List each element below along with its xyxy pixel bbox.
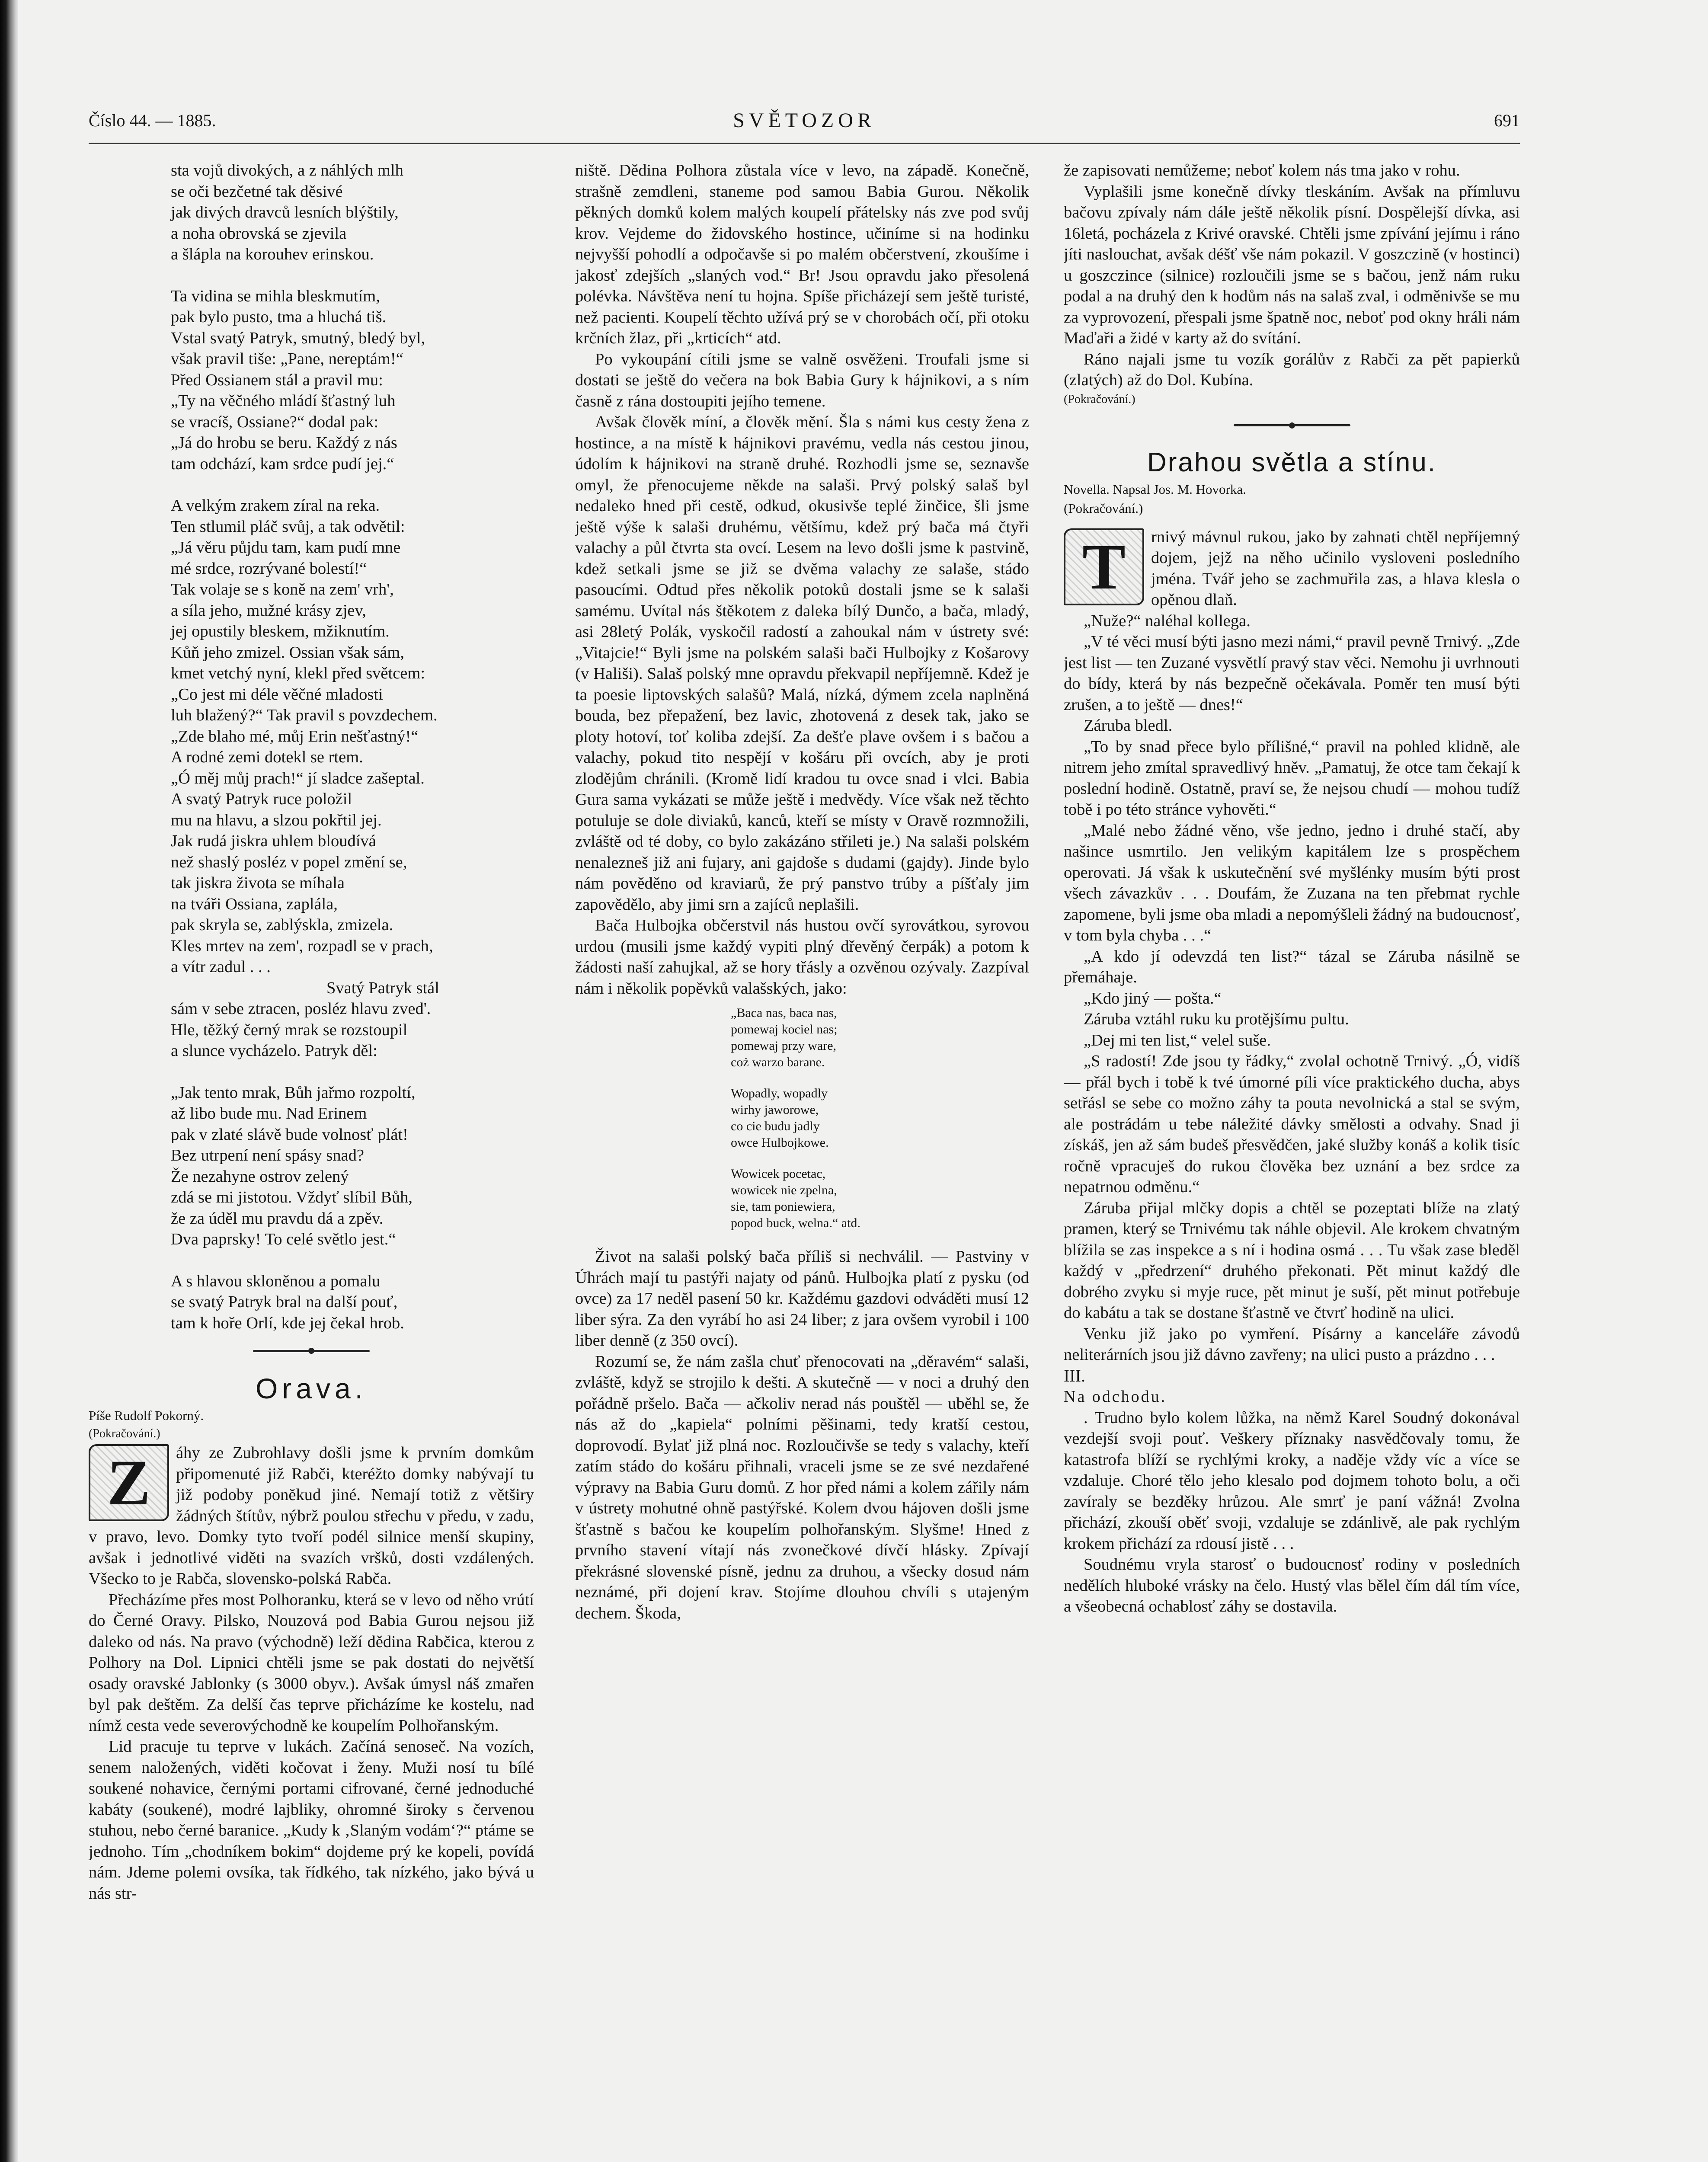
- poem-stanza: [171, 495, 534, 978]
- text-line: Wopadly, wopadly: [731, 1086, 828, 1100]
- text-line: se vracíš, Ossiane?“ dodal pak:: [171, 413, 379, 431]
- paragraph: „Dej mi ten list,“ velel suše.: [1084, 1031, 1271, 1049]
- paragraph: Vyplašili jsme konečně dívky tleskáním. Avšak na přímluvu bačovu zpívaly nám dále ještě několik písní. Dospělejší dívka, asi 16letá, pocházela z Krivé oravské. Chtěli jsme zpívání jejímu i ráno jíti naslouchat, avšak déšť vše nám pokazil. V goszczině (v hostinci) u goszczince (silnice) rozloučili jsme se s bačou, jenž nám ruku podal a na druhý den k hodům nás na salaš zval, i odměnivše se mu za vyprovození, přespali jsme špatně noc, neboť pod okny hráli nám Maďaři a židé v karty až do svítání.: [1064, 182, 1520, 347]
- text-line: až libo bude mu. Nad Erinem: [171, 1104, 367, 1123]
- paragraph: Rozumí se, že nám zašla chuť přenocovati na „děravém“ salaši, zvláště, když se strojilo k dešti. A skutečně — v noci a druhý den pořádně pršelo. Bača — ačkoliv nerad nás pouštěl — uběhl se, že nás až do „kapiela“ polními pěšinami, tedy kratší cestou, doprovodí. Bylať již plná noc. Rozloučivše se tedy s valachy, kteří zatím stádo do košáru přihnali, vraceli jsme se ze své nezdařené výpravy na Babia Guru domů. Z hor před námi a kolem zářily nám v ústrety mohutné ohně pastýřské. Kolem dvou hájoven došli jsme šťastně s bačou ke koupelím polhořanským. Slyšme! Hned z prvního stavení vítají nás zvonečkové dívčí hlásky. Zpívají překrásné slovenské písně, jednu za druhou, a všecky dosud nám neznámé, při dojení krav. Stojíme dlouhou chvíli s utajeným dechem. Škoda,: [575, 1352, 1029, 1622]
- text-line: popod buck, welna.“ atd.: [731, 1216, 860, 1230]
- column-1: [89, 160, 534, 2162]
- article-body: [575, 1246, 1029, 1624]
- text-line: než shaslý posléz v popel změní se,: [171, 853, 407, 871]
- song-stanza: [731, 1166, 1029, 1231]
- text-line: a noha obrovská se zjevila: [171, 224, 347, 243]
- section-divider-ornament: [89, 1346, 534, 1355]
- text-line: co cie budu jadly: [731, 1119, 820, 1133]
- paragraph: niště. Dědina Polhora zůstala více v levo, na západě. Konečně, strašně zemdleni, staneme pod samou Babia Gurou. Několik pěkných domků kolem malých koupelí přátelsky nás zve pod svůj krov. Vejdeme do židovského hostince, učiníme si na hodinku nejvyšší pohodlí a odpočavše si po malém občerstvení, zkoušíme i jakosť zdejších „slaných vod.“ Br! Jsou opravdu jako přesolená polévka. Návštěva není tu hojna. Spíše přicházejí sem ještě turisté, než pacienti. Koupelí těchto užívá prý se v chorobách očí, při otoku krčních žlaz, při „krticích“ atd.: [575, 161, 1029, 347]
- page-header: [89, 110, 1520, 136]
- paragraph: Avšak člověk míní, a člověk mění. Šla s námi kus cesty žena z hostince, a na místě k hájnikovi pravému, vedla nás cestou jinou, údolím k hájnikovi na straně druhé. Rozhodli jsme se, seznavše omyl, že přenocujeme někde na salaši. Prvý polský salaš byl nedaleko hned při cestě, odkud, okusivše teplé žinčice, šli jsme ještě výše k salaši druhému, většímu, kdež prý bača má čtyři valachy a půl čtvrta sta ovcí. Lesem na levo došli jsme k pastvině, kdež setkali jsme se již se dvěma valachy ze salaše, stádo pasoucími. Odtud přes několik potoků dostali jsme se k salaši samému. Uvítal nás štěkotem z daleka bílý Dunčo, a bača, mladý, asi 28letý Polák, vyskočil radostí a zahoukal nám v ústrety své: „Vitajcie!“ Byli jsme na polském salaši bači Hulbojky z Košarovy (v Hališi). Salaš polský mne opravdu překvapil nepříjemně. Kdež je ta poesie liptovských salašů? Malá, nízká, dýmem zcela naplněná bouda, bez přepažení, bez lavic, zhotovená z desek tak, jako se ploty hotoví, toť koliba zdejší. Za dešťe plave ovšem i s bačou a valachy, pokud tito nespějí v košáru při ovcích, aby je proti zlodějům chránili. (Kromě lidí kradou tu ovce snad i vlci. Babia Gura sama vykázati se může ještě i medvědy. Více však než těchto potuluje se dole diviaků, kanců, kteří se místy v Oravě rozmnožili, zvláště od té doby, co bylo zakázáno střileti je.) Na salaši polském nenalezneš již ani fujary, ani gajdoše s dudami (gajdy). Jinde bylo nám pověděno od kraviarů, že prý panstvo trúby a píšťaly jim zapovědělo, aby jimi srn a zajíců neplašili.: [575, 413, 1029, 914]
- header-rule: [89, 143, 1520, 144]
- text-line: tam odchází, kam srdce pudí jej.“: [171, 454, 394, 473]
- paragraph: „Nuže?“ naléhal kollega.: [1084, 611, 1251, 630]
- paragraph: Záruba vztáhl ruku ku protějšímu pultu.: [1084, 1010, 1349, 1028]
- continued-note: (Pokračování.): [1064, 500, 1143, 516]
- text-line: Jak rudá jiskra uhlem bloudívá: [171, 832, 376, 850]
- article-byline: Píše Rudolf Pokorný.: [89, 1408, 204, 1423]
- text-line: sie, tam poniewiera,: [731, 1199, 835, 1214]
- journal-title: SVĚTOZOR: [733, 109, 876, 132]
- text-line: pomewaj przy ware,: [731, 1039, 837, 1053]
- text-line: coż warzo barane.: [731, 1055, 825, 1069]
- text-line: A velkým zrakem zíral na reka.: [171, 496, 380, 515]
- text-line: wirhy jaworowe,: [731, 1103, 819, 1117]
- poem: [171, 160, 534, 1334]
- paragraph: Venku již jako po vymření. Písárny a kanceláře závodů neliterárních jsou již dávno zavřeny; na ulici pusto a prázdno . . .: [1064, 1324, 1520, 1364]
- poem-stanza: [171, 1082, 534, 1250]
- text-line: „Já do hrobu se beru. Každý z nás: [171, 434, 397, 452]
- text-line: Vstal svatý Patryk, smutný, bledý byl,: [171, 329, 425, 347]
- song-stanza: [731, 1005, 1029, 1071]
- text-line: Ten stlumil pláč svůj, a tak odvětil:: [171, 517, 405, 536]
- text-line: A svatý Patryk ruce položil: [171, 790, 352, 808]
- text-line: wowicek nie zpelna,: [731, 1183, 837, 1197]
- poem-stanza: [171, 1271, 534, 1334]
- paragraph: . Trudno bylo kolem lůžka, na němž Karel Soudný dokonával vezdejší svoji pouť. Veškery příznaky nasvědčovaly tomu, že katastrofa blíží se rychlými kroky, a naděje vždy víc a více se vzdaluje. Choré tělo jeho klesalo pod dojmem tohoto bolu, a oči zavíraly se bezděky hrůzou. Ale smrť je paní vážná! Zvolna přichází, zkouší oběť svoji, vzdaluje se zdánlivě, ale pak rychlým krokem přichází za rdousí jistě . . .: [1064, 1408, 1520, 1553]
- text-line: „Já věru půjdu tam, kam pudí mne: [171, 538, 401, 556]
- text-line: na tváři Ossiana, zaplála,: [171, 895, 338, 913]
- text-line: pak v zlaté slávě bude volnosť plát!: [171, 1125, 408, 1144]
- text-line: se oči bezčetné tak děsivé: [171, 182, 343, 201]
- paragraph: Ráno najali jsme tu vozík gorálův z Rabči za pět papierků (zlatých) až do Dol. Kubína.: [1064, 350, 1520, 389]
- poem-line: Svatý Patryk stál: [326, 979, 439, 997]
- text-line: „Zde blaho mé, můj Erin nešťastný!“: [171, 727, 419, 745]
- text-line: sám v sebe ztracen, posléz hlavu zved'.: [171, 1000, 431, 1018]
- article-body: [1064, 160, 1520, 391]
- text-line: tak jiskra života se míhala: [171, 874, 345, 892]
- paragraph: áhy ze Zubrohlavy došli jsme k prvním domkům připomenuté již Rabči, kteréžto domky nabývají tu již podoby ponĕkud jiné. Nemají totiž z větširy žádných štítův, nýbrž poulou střechu v předu, v zadu, v pravo, levo. Domky tyto tvoří podél silnice menší skupiny, avšak i jednotlivé viděti na svazích vršků, dosti vzdálených. Všecko to je Rabča, slovensko-polská Rabča.: [89, 1444, 534, 1588]
- paragraph: „Kdo jiný — pošta.“: [1084, 989, 1222, 1007]
- text-line: jak divých dravců lesních blýštily,: [171, 203, 399, 221]
- text-line: pak bylo pusto, tma a hluchá tiš.: [171, 308, 387, 326]
- text-line: tam k hoře Orlí, kde jej čekal hrob.: [171, 1314, 404, 1332]
- paragraph: „To by snad přece bylo přílišné,“ pravil na pohled klidně, ale nitrem jeho zmítal spravedlivý hněv. „Pamatuj, že otce tam čekají k poslední hodině. Ostatně, praví se, že nejsou chudí — mohou tudíž tobě i po této stránce vyhověti.“: [1064, 737, 1520, 819]
- paragraph: „Malé nebo žádné věno, vše jedno, jedno i druhé stačí, aby našince usmrtilo. Jen velikým kapitálem lze s prospěchem operovati. Já však k uskutečnění své myšlénky musím býti prost všech závazkův . . . Doufám, že Zuzana na ten přebmat rychle zapomene, byli jsme oba mladi a nepomýšleli žádný na budoucnosť, v tom byla chyba . . .“: [1064, 821, 1520, 944]
- text-line: Bez utrpení není spásy snad?: [171, 1146, 364, 1164]
- text-line: a slunce vycházelo. Patryk děl:: [171, 1042, 377, 1060]
- text-line: se svatý Patryk bral na další pouť,: [171, 1293, 398, 1311]
- paragraph: „V té věci musí býti jasno mezi námi,“ pravil pevně Trnivý. „Zde jest list — ten Zuzané vysvětlí pravý stav věci. Nemohu ji uvrhnouti do bídy, která by nás bezpečně očekávala. Poměr ten musí býti zrušen, a to ještě — dnes!“: [1064, 633, 1520, 714]
- paragraph: Soudnému vryla starosť o budoucnosť rodiny v posledních nedělích hluboké vrásky na čelo. Hustý vlas bělel čím dál tím více, a všeobecná ochablosť záhy se dostavila.: [1064, 1555, 1520, 1615]
- section-divider-ornament: [1064, 421, 1520, 430]
- song-stanza: [731, 1085, 1029, 1151]
- text-line: a šlápla na korouhev erinskou.: [171, 245, 374, 263]
- paragraph: Záruba přijal mlčky dopis a chtěl se pozeptati blíže na zlatý pramen, který se Trnivému tak náhle objevil. Ale krokem chvatným blížila se zas inspekce a s ní i hodina osmá . . . Tu však zase bleděl každý v „předrzení“ druhého překonati. Pět minut každý dle dobrého zvyku si myje ruce, pět minut je suší, pět minut potřebuje do kabátu a tak se dostane šťastně ve čtvrť hodině na ulici.: [1064, 1199, 1520, 1322]
- continued-note: (Pokračování.): [89, 1427, 160, 1440]
- poem-stanza: [171, 998, 534, 1062]
- text-line: že za úděl mu pravdu dá a zpěv.: [171, 1209, 384, 1228]
- text-line: „Jak tento mrak, Bůh jařmo rozpoltí,: [171, 1083, 416, 1102]
- paragraph: Bača Hulbojka občerstvil nás hustou ovčí syrovátkou, syrovou urdou (musili jsme každý vypiti plný dřevěný čerpák) a potom k žádosti naší zahujkal, až se hory třásly a ozvěnou ozývaly. Zazpíval nám i několik popěvků valašských, jako:: [575, 916, 1029, 998]
- text-line: Dva paprsky! To celé světlo jest.“: [171, 1230, 396, 1248]
- text-line: však pravil tiše: „Pane, nereptám!“: [171, 350, 403, 368]
- column-2: [575, 160, 1029, 2162]
- paragraph: Přecházíme přes most Polhoranku, která se v levo od něho vrútí do Černé Oravy. Pilsko, Nouzová pod Babia Gurou nejsou již daleko od nás. Na pravo (východně) leží dědina Rabčica, kterou z Polhory na Dol. Lipnici chtěli jsme se pak dostati do největší osady oravské Jablonky (s 3000 obyv.). Avšak úmysl náš zmařen byl pak deštěm. Za delší čas teprve přicházíme ke kostelu, nad nímž cesta vede severovýchodně ke koupelím Polhořanským.: [89, 1590, 534, 1735]
- text-line: a vítr zadul . . .: [171, 958, 271, 976]
- text-line: zdá se mi jistotou. Vždyť slíbil Bůh,: [171, 1188, 413, 1206]
- paragraph: že zapisovati nemůžeme; neboť kolem nás tma jako v rohu.: [1064, 161, 1460, 179]
- text-line: pomewaj kociel nas;: [731, 1022, 838, 1036]
- novel-byline: Novella. Napsal Jos. M. Hovorka.: [1064, 481, 1246, 497]
- text-line: luh blažený?“ Tak pravil s povzdechem.: [171, 706, 438, 724]
- paragraph: „A kdo jí odevzdá ten list?“ tázal se Záruba násilně se přemáhaje.: [1064, 947, 1520, 986]
- paragraph: Po vykoupání cítili jsme se valně osvěženi. Troufali jsme si dostati se ještě do večera na bok Babia Gury k hájnikovi, a s ním časně z rána dostoupiti jejího temene.: [575, 350, 1029, 410]
- poem-stanza: [171, 160, 534, 265]
- text-line: Ta vidina se mihla bleskmutím,: [171, 287, 380, 305]
- text-line: A rodné zemi dotekl se rtem.: [171, 748, 363, 766]
- page-number: 691: [1494, 111, 1520, 130]
- text-line: mé srdce, rozrývané bolestí!“: [171, 559, 367, 578]
- text-line: jej opustily bleskem, mžiknutím.: [171, 622, 390, 640]
- paragraph: „S radostí! Zde jsou ty řádky,“ zvolal ochotně Trnivý. „Ó, vidíš — přál bych i tobě k tvé úmorné píli více praktického ducha, abys setřásl se sebe co možno záhy ta pouta nevolnická a stal se svým, ale postrádám u tebe náležité dávky smělosti a odvahy. Snad ji získáš, jen až sám budeš přesvědčen, jaké služby konáš a kolik tisíc ročně vpracuješ do rukou člověka bez uznání a bez srdce za nepatrnou odměnu.“: [1064, 1052, 1520, 1196]
- text-line: „Ó měj můj prach!“ jí sladce zašeptal.: [171, 769, 425, 787]
- novel-body: [1064, 1407, 1520, 1617]
- text-line: owce Hulbojkowe.: [731, 1135, 829, 1150]
- text-line: Před Ossianem stál a pravil mu:: [171, 371, 383, 389]
- text-line: Hle, těžký černý mrak se rozstoupil: [171, 1020, 408, 1039]
- folk-song-quote: [731, 1005, 1029, 1231]
- ornamental-initial-letter: T: [1064, 528, 1144, 605]
- article-title: Orava.: [255, 1372, 368, 1404]
- text-line: Wowicek pocetac,: [731, 1167, 826, 1181]
- paragraph: rnivý mávnul rukou, jako by zahnati chtěl nepříjemný dojem, jejž na něho učinilo vysloveni posledního jména. Tvář jeho se zachmuřila zas, a hlava klesla o opěnou dlaň.: [1151, 528, 1520, 609]
- chapter-title: Na odchodu.: [1064, 1388, 1167, 1406]
- text-line: A s hlavou skloněnou a pomalu: [171, 1272, 381, 1290]
- text-line: kmet vetchý nyní, klekl před světcem:: [171, 664, 425, 682]
- article-body: [575, 160, 1029, 999]
- text-line: a síla jeho, mužné krásy zjev,: [171, 601, 366, 620]
- column-3: [1064, 160, 1520, 2162]
- text-line: Tak volaje se s koně na zem' vrh',: [171, 580, 394, 598]
- novel-title: Drahou světla a stínu.: [1147, 447, 1437, 477]
- issue-label: Číslo 44. — 1885.: [89, 111, 216, 130]
- paragraph: Lid pracuje tu teprve v lukách. Začíná senoseč. Na vozích, senem naložených, viděti kočovat i ženy. Muži nosí tu bílé soukené nohavice, černými portami cifrované, černé jednoduché kabáty (soukené), modré lajbliky, ohromné široky s červenou stuhou, nebo černé baranice. „Kudy k ‚Slaným vodám‘?“ ptáme se jednoho. Tím „chodníkem bokim“ dojdeme prý ke kopeli, povídá nám. Jdeme polemi ovsíka, tak řídkého, tak nízkého, jako bývá u nás str-: [89, 1737, 534, 1903]
- text-line: mu na hlavu, a slzou pokřtil jej.: [171, 811, 382, 829]
- novel-body: [1064, 527, 1520, 1366]
- text-line: „Co jest mi déle věčné mladosti: [171, 685, 383, 704]
- chapter-number: III.: [1064, 1366, 1085, 1385]
- paragraph: Záruba bledl.: [1084, 716, 1173, 735]
- text-line: Kles mrtev na zem', rozpadl se v prach,: [171, 937, 433, 955]
- continued-note: (Pokračování.): [1064, 392, 1135, 406]
- paragraph: Život na salaši polský bača příliš si nechválil. — Pastviny v Úhrách mají tu pastýři najaty od pánů. Hulbojka platí z pysku (od ovce) za 17 nedĕl pasení 50 kr. Každému gazdovi odváděti musí 12 liber sýra. Za den vyrábí ho asi 24 liber; z jara ovšem vyrobil i 100 liber denně (z 350 ovcí).: [575, 1247, 1029, 1350]
- text-line: pak skryla se, zablýskla, zmizela.: [171, 916, 393, 934]
- text-line: sta vojů divokých, a z náhlých mlh: [171, 161, 403, 179]
- book-binding-shadow: [0, 0, 18, 2162]
- text-line: „Baca nas, baca nas,: [731, 1006, 837, 1020]
- ornamental-initial-letter: Z: [89, 1444, 169, 1521]
- text-line: „Ty na věčného mládí šťastný luh: [171, 392, 396, 410]
- text-line: Že nezahyne ostrov zelený: [171, 1167, 349, 1186]
- text-line: Kůň jeho zmizel. Ossian však sám,: [171, 643, 404, 662]
- poem-stanza: [171, 286, 534, 475]
